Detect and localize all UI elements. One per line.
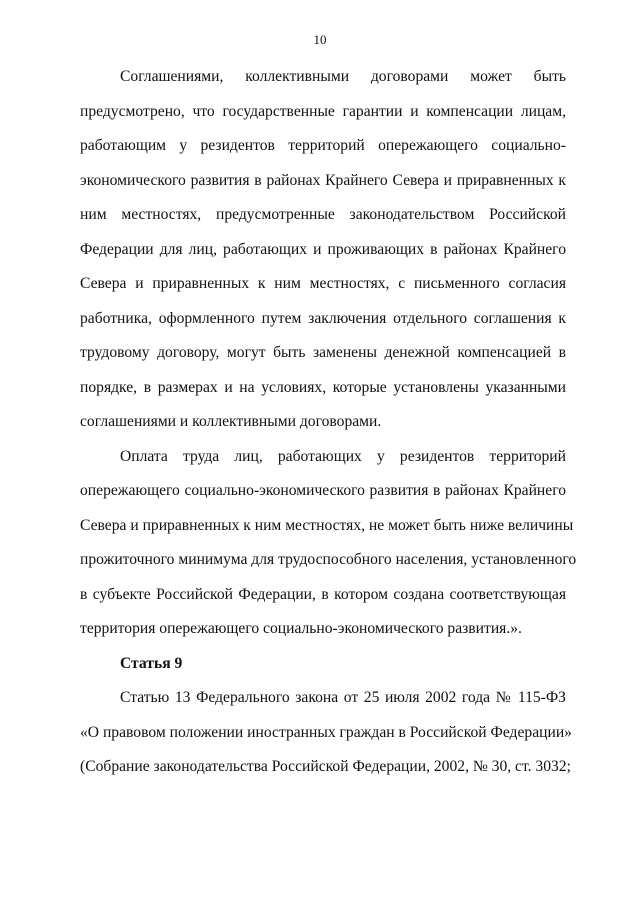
text-line: (Собрание законодательства Российской Федерации, 2002, № 30, ст. 3032;	[80, 758, 571, 775]
article-heading: Статья 9	[120, 654, 183, 672]
text-line: Федерации для лиц, работающих и проживающих в районах Крайнего	[80, 240, 566, 258]
paragraph-agreements	[80, 60, 566, 440]
text-line: в субъекте Российской Федерации, в котором создана соответствующая	[80, 585, 566, 603]
paragraph-article-9	[80, 681, 572, 785]
text-line: прожиточного минимума для трудоспособного населения, установленного	[80, 551, 577, 568]
page-number: 10	[313, 32, 327, 47]
document-body	[80, 60, 577, 785]
text-line: территория опережающего социально-экономического развития.».	[80, 620, 522, 637]
text-line: работника, оформленного путем заключения отдельного соглашения к	[80, 309, 566, 327]
text-line: соглашениями и коллективными договорами.	[80, 413, 382, 430]
text-line: Севера и приравненных к ним местностях, не может быть ниже величины	[80, 516, 574, 534]
text-line: Оплата труда лиц, работающих у резидентов территорий	[120, 447, 566, 465]
text-line: экономического развития в районах Крайнего Севера и приравненных к	[80, 171, 566, 189]
text-line: Севера и приравненных к ним местностях, с письменного согласия	[80, 275, 566, 292]
text-line: опережающего социально-экономического развития в районах Крайнего	[80, 482, 566, 499]
paragraph-wages	[80, 440, 577, 647]
text-line: порядке, в размерах и на условиях, которые установлены указанными	[80, 378, 566, 396]
text-line: трудовому договору, могут быть заменены денежной компенсацией в	[80, 344, 566, 361]
text-line: работающим у резидентов территорий опережающего социально-	[80, 137, 566, 154]
text-line: Статью 13 Федерального закона от 25 июля 2002 года № 115-ФЗ	[120, 689, 566, 706]
text-line: ним местностях, предусмотренные законодательством Российской	[80, 206, 566, 223]
text-line: предусмотрено, что государственные гарантии и компенсации лицам,	[80, 102, 566, 120]
text-line: Соглашениями, коллективными договорами может быть	[120, 68, 566, 85]
text-line: «О правовом положении иностранных граждан в Российской Федерации»	[80, 723, 572, 741]
